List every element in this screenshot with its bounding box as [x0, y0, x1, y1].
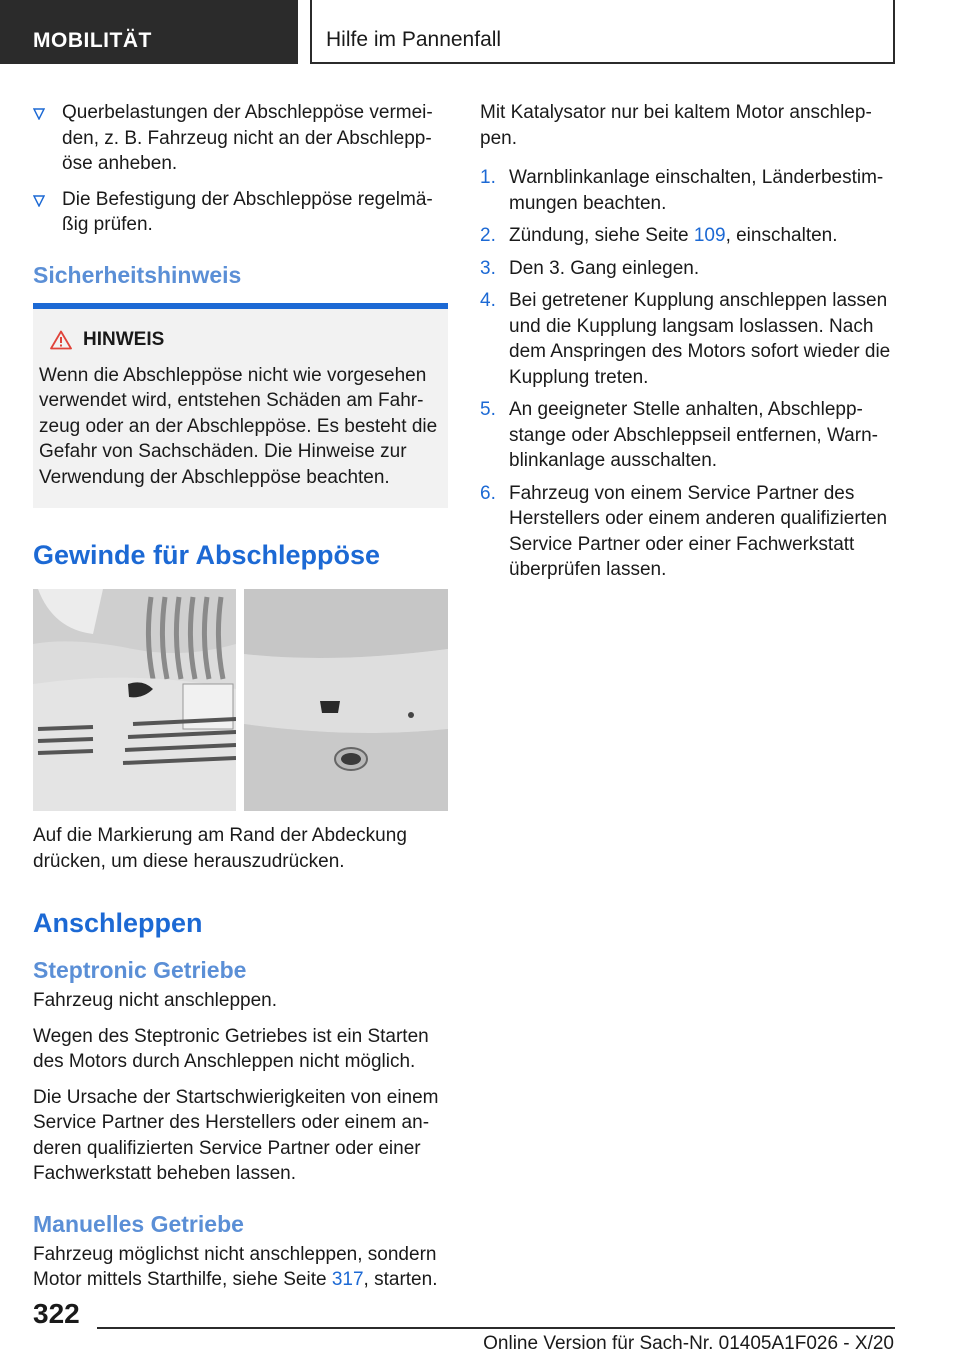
steptronic-p1: Fahrzeug nicht anschleppen.: [33, 990, 277, 1011]
step-item: [480, 165, 900, 216]
towing-heading: Anschleppen: [33, 908, 203, 938]
step-item: [480, 397, 900, 474]
manual-text-before: Fahrzeug möglichst nicht anschleppen, sondern Motor mittels Starthilfe, siehe Seite: [33, 1243, 437, 1290]
header-section-label: MOBILITÄT: [33, 29, 152, 52]
notice-label: HINWEIS: [83, 328, 165, 350]
step-text: Bei getretener Kupplung anschleppen lassen und die Kupplung langsam loslassen. Nach dem Anspringen des Motors sofort wieder die Kupplung treten.: [509, 290, 891, 388]
triangle-bullet-icon: [33, 187, 62, 238]
left-column: [33, 100, 448, 1303]
bullet-item: [33, 187, 448, 238]
header-section-tab: [0, 0, 298, 64]
step-number: 5.: [480, 399, 496, 420]
page-number: 322: [33, 1298, 80, 1329]
steptronic-p3: Die Ursache der Startschwierigkeiten von einem Service Partner des Herstellers oder einem anderen qualifizierten Service Partner oder einer Fachwerkstatt beheben lassen.: [33, 1086, 439, 1184]
step-text: An geeigneter Stelle anhalten, Abschleppstange oder Abschleppseil entfernen, Warnblinkanlage ausschalten.: [509, 399, 878, 471]
notice-text: Wenn die Abschleppöse nicht wie vorgesehen verwendet wird, entstehen Schäden am Fahrzeug oder an der Abschleppöse. Es besteht die Gefahr von Sachschäden. Die Hinweise zur Verwendung der Abschleppöse beachten.: [39, 364, 438, 488]
bullet-text: Die Befestigung der Abschleppöse regelmäßig prüfen.: [62, 188, 433, 235]
step-text-before: Zündung, siehe Seite: [509, 225, 694, 246]
figure-caption: Auf die Markierung am Rand der Abdeckung drücken, um diese herauszudrücken.: [33, 825, 407, 872]
steptronic-heading: Steptronic Getriebe: [33, 957, 247, 983]
manual-paragraph: [33, 1242, 448, 1293]
right-column: [480, 100, 900, 590]
step-item: [480, 288, 900, 390]
step-item: [480, 481, 900, 583]
step-item: [480, 256, 900, 282]
step-number: 2.: [480, 225, 496, 246]
bullet-text: Querbelastungen der Abschleppöse vermeiden, z. B. Fahrzeug nicht an der Abschleppöse anheben.: [62, 102, 433, 174]
step-text: [509, 223, 838, 249]
step-text-after: , einschalten.: [725, 225, 838, 246]
catalyst-intro: Mit Katalysator nur bei kaltem Motor anschleppen.: [480, 102, 872, 149]
page-reference-link[interactable]: 317: [331, 1269, 364, 1290]
steptronic-p2: Wegen des Steptronic Getriebes ist ein Starten des Motors durch Anschleppen nicht möglich.: [33, 1025, 429, 1072]
safety-heading: Sicherheitshinweis: [33, 261, 242, 288]
page-reference-link[interactable]: 109: [693, 225, 726, 246]
header-chapter-tab: [310, 0, 895, 64]
header-chapter-label: Hilfe im Pannenfall: [326, 28, 502, 51]
step-text: Fahrzeug von einem Service Partner des Herstellers oder einem anderen qualifizierten Service Partner oder einer Fachwerkstatt überprüfen lassen.: [509, 482, 888, 580]
step-text: Den 3. Gang einlegen.: [509, 257, 700, 279]
step-number: 4.: [480, 290, 496, 311]
manual-heading: Manuelles Getriebe: [33, 1210, 244, 1237]
tow-eye-cover-illustration: [33, 589, 448, 811]
manual-text-after: , starten.: [363, 1269, 438, 1290]
bullet-item: [33, 100, 448, 177]
warning-triangle-icon: [39, 330, 83, 350]
thread-heading: Gewinde für Abschleppöse: [33, 540, 381, 570]
step-text: Warnblinkanlage einschalten, Länderbestimmungen beachten.: [509, 167, 884, 214]
step-number: 3.: [480, 257, 496, 279]
notice-header: [39, 329, 440, 351]
triangle-bullet-icon: [33, 100, 62, 177]
footer-divider: [97, 1327, 895, 1329]
step-number: 6.: [480, 482, 496, 504]
step-item: [480, 223, 900, 249]
step-number: 1.: [480, 167, 496, 188]
online-version-label: Online Version für Sach-Nr. 01405A1F026 - X/20: [483, 1333, 894, 1354]
notice-box: [33, 309, 448, 509]
